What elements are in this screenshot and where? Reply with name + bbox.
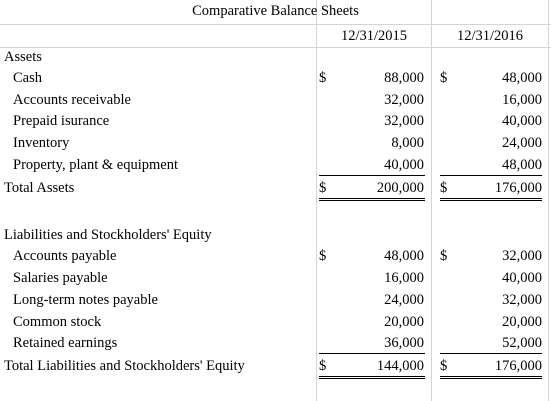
value-2015: 36,000	[384, 335, 424, 351]
value-2015: 88,000	[384, 70, 424, 86]
dollar-sign: $	[319, 248, 327, 264]
total-label: Total Liabilities and Stockholders' Equity	[4, 358, 245, 374]
total-row	[0, 177, 551, 199]
double-underline	[319, 376, 425, 377]
section-heading: Assets	[4, 49, 42, 65]
value-2016: 16,000	[502, 92, 542, 108]
row-label: Common stock	[13, 314, 102, 330]
value-2015: 40,000	[384, 157, 424, 173]
row-label: Accounts receivable	[13, 92, 131, 108]
value-2016: 48,000	[502, 157, 542, 173]
value-2016: 24,000	[502, 135, 542, 151]
row-label: Accounts payable	[13, 248, 117, 264]
value-2015: 24,000	[384, 292, 424, 308]
dollar-sign: $	[319, 70, 327, 86]
underline	[440, 175, 542, 176]
row-label: Salaries payable	[13, 270, 108, 286]
total-2015: 144,000	[376, 358, 424, 374]
row-label: Retained earnings	[13, 335, 118, 351]
table-row	[0, 267, 551, 289]
value-2016: 32,000	[502, 248, 542, 264]
value-2016: 32,000	[502, 292, 542, 308]
value-2016: 40,000	[502, 270, 542, 286]
table-row	[0, 311, 551, 333]
table-row	[0, 289, 551, 311]
value-2016: 20,000	[502, 314, 542, 330]
underline	[319, 175, 425, 176]
value-2015: 32,000	[384, 92, 424, 108]
double-underline	[319, 378, 425, 379]
value-2016: 52,000	[502, 335, 542, 351]
sheet-title: Comparative Balance Sheets	[192, 3, 359, 19]
underline	[440, 353, 542, 354]
row-label: Prepaid isurance	[13, 113, 110, 129]
table-row	[0, 332, 551, 354]
assets-heading-row	[0, 46, 551, 68]
dollar-sign: $	[319, 180, 327, 196]
value-2016: 40,000	[502, 113, 542, 129]
value-2015: 32,000	[384, 113, 424, 129]
double-underline	[440, 198, 542, 199]
double-underline	[440, 376, 542, 377]
liabilities-heading-row	[0, 224, 551, 246]
value-2015: 48,000	[384, 248, 424, 264]
dollar-sign: $	[319, 358, 327, 374]
total-2015: 200,000	[376, 180, 424, 196]
table-row	[0, 110, 551, 132]
table-row	[0, 154, 551, 176]
table-row	[0, 132, 551, 154]
dollar-sign: $	[440, 358, 448, 374]
table-row	[0, 67, 551, 89]
double-underline	[440, 200, 542, 201]
value-2015: 20,000	[384, 314, 424, 330]
underline	[319, 353, 425, 354]
total-row	[0, 355, 551, 377]
total-2016: 176,000	[494, 358, 542, 374]
row-label: Property, plant & equipment	[13, 157, 178, 173]
dollar-sign: $	[440, 180, 448, 196]
total-2016: 176,000	[494, 180, 542, 196]
double-underline	[440, 378, 542, 379]
total-label: Total Assets	[4, 180, 75, 196]
value-2016: 48,000	[502, 70, 542, 86]
dollar-sign: $	[440, 70, 448, 86]
column-header-2015: 12/31/2015	[340, 28, 408, 44]
dollar-sign: $	[440, 248, 448, 264]
row-label: Inventory	[13, 135, 70, 151]
section-heading: Liabilities and Stockholders' Equity	[4, 227, 212, 243]
row-label: Long-term notes payable	[13, 292, 158, 308]
value-2015: 8,000	[391, 135, 424, 151]
table-row	[0, 89, 551, 111]
table-row	[0, 245, 551, 267]
double-underline	[319, 198, 425, 199]
column-header-2016: 12/31/2016	[456, 28, 524, 44]
value-2015: 16,000	[384, 270, 424, 286]
row-label: Cash	[13, 70, 42, 86]
double-underline	[319, 200, 425, 201]
